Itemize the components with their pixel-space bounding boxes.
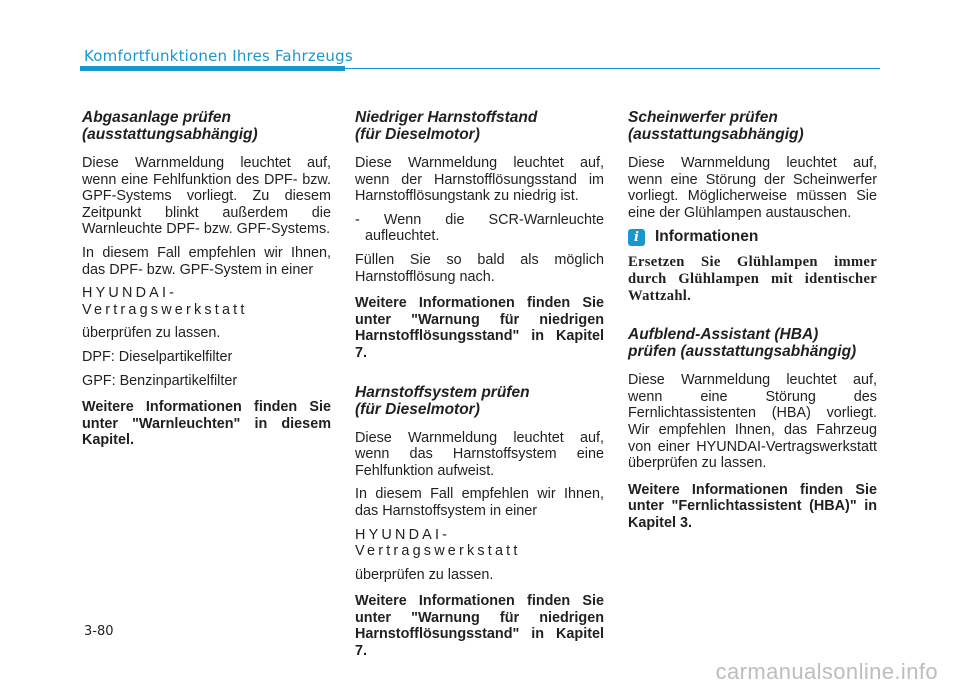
paragraph: In diesem Fall empfehlen wir Ihnen, das Harnstoffsystem in einer	[355, 486, 604, 519]
heading-line: (ausstattungsabhängig)	[82, 126, 258, 143]
heading-abgasanlage	[82, 109, 331, 143]
heading-line: Scheinwerfer prüfen	[628, 109, 778, 126]
paragraph: überprüfen zu lassen.	[82, 325, 221, 342]
watermark-text: carmanualsonline.info	[715, 659, 938, 684]
heading-line: Aufblend-Assistant (HBA)	[628, 326, 819, 344]
paragraph: Diese Warnmeldung leuchtet auf, wenn das Harnstoffsystem eine Fehlfunktion aufweist.	[355, 429, 604, 479]
paragraph-spread-text: HYUNDAI-Vertragswerkstatt	[355, 526, 521, 560]
column-3	[628, 109, 877, 539]
info-box-header	[628, 228, 877, 246]
heading-line: Niedriger Harnstoffstand	[355, 109, 538, 126]
cross-reference: Weitere Informationen finden Sie unter "Fernlichtassistent (HBA)" in Kapitel 3.	[628, 481, 877, 531]
column-2	[355, 109, 604, 667]
heading-line: (ausstattungsabhängig)	[628, 126, 804, 143]
paragraph-spread-text: HYUNDAI-Vertragswerkstatt	[82, 285, 248, 318]
paragraph-text: In diesem Fall empfehlen wir Ihnen, das DPF- bzw. GPF-System in einer	[82, 244, 331, 278]
paragraph: Diese Warnmeldung leuchtet auf, wenn eine Fehlfunktion des DPF- bzw. GPF-Systems vorliegt. Zu diesem Zeitpunkt blinkt außerdem die Warnleuchte DPF- bzw. GPF-Systems.	[82, 155, 331, 238]
paragraph: Diese Warnmeldung leuchtet auf, wenn eine Störung der Scheinwerfer vorliegt. Möglicherweise müssen Sie eine der Glühlampen austauschen.	[628, 155, 877, 221]
paragraph: Diese Warnmeldung leuchtet auf, wenn der Harnstofflösungsstand im Harnstofflösungstank zu niedrig ist.	[355, 155, 604, 205]
cross-reference: Weitere Informationen finden Sie unter "Warnung für niedrigen Harnstofflösungsstand" in Kapitel 7.	[355, 295, 604, 361]
page-number: 3-80	[84, 624, 114, 639]
info-icon: i	[628, 229, 645, 246]
heading-scheinwerfer	[628, 109, 877, 143]
heading-line: (für Dieselmotor)	[355, 126, 480, 143]
heading-line: Abgasanlage prüfen	[82, 109, 231, 126]
gpf-definition: GPF: Benzinpartikelfilter	[82, 372, 238, 389]
header-rule-thin	[345, 68, 880, 69]
paragraph: überprüfen zu lassen.	[355, 566, 494, 583]
heading-harnstoffstand	[355, 109, 604, 143]
info-title: Informationen	[655, 228, 759, 246]
list-item: - Wenn die SCR-Warnleuchte aufleuchtet.	[355, 211, 604, 245]
paragraph: Füllen Sie so bald als möglich Harnstofflösung nach.	[355, 251, 604, 285]
dpf-definition: DPF: Dieselpartikelfilter	[82, 348, 233, 365]
heading-line: Harnstoffsystem prüfen	[355, 383, 530, 401]
cross-reference: Weitere Informationen finden Sie unter "Warnleuchten" in diesem Kapitel.	[82, 399, 331, 449]
paragraph	[82, 245, 331, 278]
info-text: Ersetzen Sie Glühlampen immer durch Glühlampen mit identischer Wattzahl.	[628, 254, 877, 304]
header-rule-thick	[80, 66, 345, 71]
cross-reference: Weitere Informationen finden Sie unter "Warnung für niedrigen Harnstofflösungsstand" in Kapitel 7.	[355, 593, 604, 660]
heading-line: (für Dieselmotor)	[355, 400, 480, 418]
section-header-title: Komfortfunktionen Ihres Fahrzeugs	[84, 47, 353, 65]
heading-line: prüfen (ausstattungsabhängig)	[628, 343, 857, 361]
column-1	[82, 109, 331, 456]
paragraph: Diese Warnmeldung leuchtet auf, wenn eine Störung des Fernlichtassistenten (HBA) vorliegt. Wir empfehlen Ihnen, das Fahrzeug von einer HYUNDAI-Vertragswerkstatt überprüfen zu lassen.	[628, 372, 877, 472]
heading-harnstoffsystem	[355, 384, 604, 418]
heading-aufblend-assistant	[628, 326, 877, 360]
